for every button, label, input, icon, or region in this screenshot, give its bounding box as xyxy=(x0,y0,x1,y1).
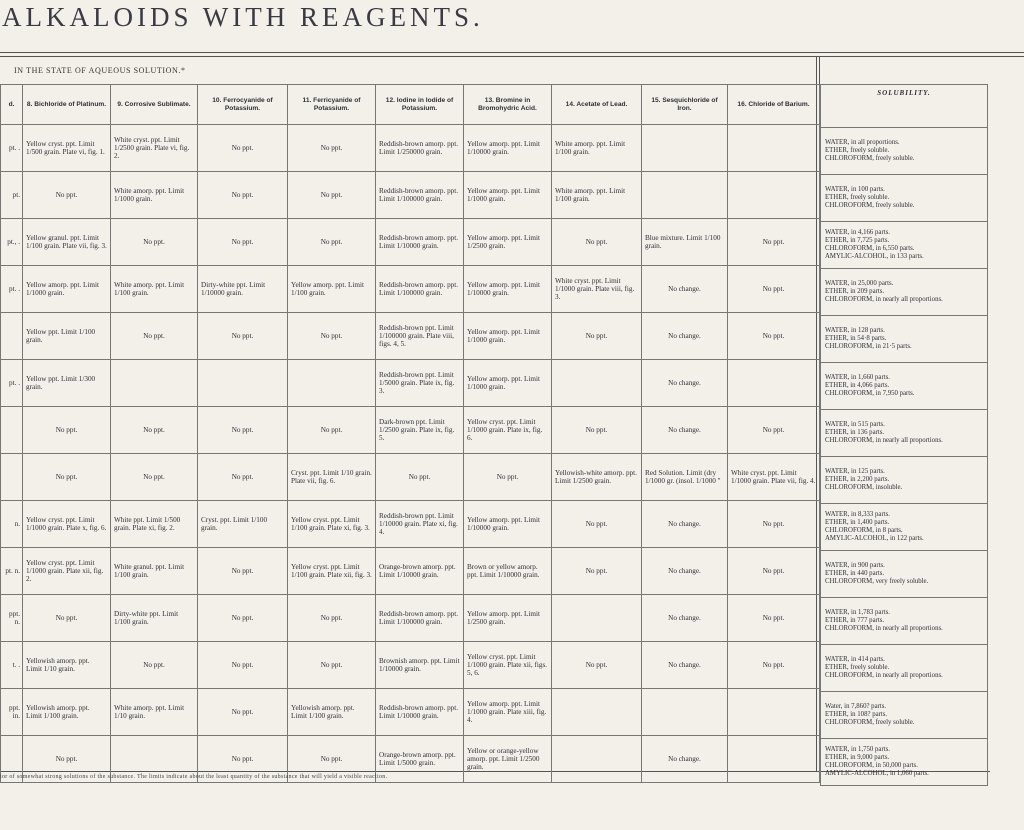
row-stub: pt., . xyxy=(1,219,23,266)
solubility-cell xyxy=(821,175,988,222)
solubility-line: WATER, in all proportions. xyxy=(825,139,900,146)
solubility-line: CHLOROFORM, in 50,000 parts. xyxy=(825,762,918,769)
table-cell: Brownish amorp. ppt. Limit 1/10000 grain. xyxy=(376,642,464,689)
table-cell: No ppt. xyxy=(111,642,198,689)
table-cell: No change. xyxy=(642,313,728,360)
table-cell: Yellowish-white amorp. ppt. Limit 1/2500 grain. xyxy=(552,454,642,501)
table-cell: Yellow amorp. ppt. Limit 1/100 grain. xyxy=(288,266,376,313)
table-cell: White amorp. ppt. Limit 1/100 grain. xyxy=(552,125,642,172)
solubility-line: CHLOROFORM, in 6,550 parts. xyxy=(825,245,915,252)
table-cell: White ppt. Limit 1/500 grain. Plate xi, fig. 2. xyxy=(111,501,198,548)
solubility-line: Water, in 7,860? parts. xyxy=(825,703,887,710)
col-header-platinum: 8. Bichloride of Platinum. xyxy=(23,85,111,125)
table-cell: Yellowish amorp. ppt. Limit 1/10 grain. xyxy=(23,642,111,689)
top-rule xyxy=(0,52,1024,53)
table-cell: No ppt. xyxy=(552,501,642,548)
col-header-iodine: 12. Iodine in Iodide of Potassium. xyxy=(376,85,464,125)
solubility-line: WATER, in 1,660 parts. xyxy=(825,374,890,381)
table-cell xyxy=(552,689,642,736)
table-cell: No ppt. xyxy=(198,313,288,360)
table-cell: No ppt. xyxy=(198,172,288,219)
table-cell: No ppt. xyxy=(288,407,376,454)
solubility-line: AMYLIC-ALCOHOL, in 1,060 parts. xyxy=(825,770,929,777)
table-cell: Yellow amorp. ppt. Limit 1/1000 grain. xyxy=(464,360,552,407)
table-cell: White granul. ppt. Limit 1/100 grain. xyxy=(111,548,198,595)
table-cell: Yellow amorp. ppt. Limit 1/2500 grain. xyxy=(464,219,552,266)
solubility-cell xyxy=(821,316,988,363)
table-cell: Yellow amorp. ppt. Limit 1/1000 grain. Plate xiii, fig. 4. xyxy=(464,689,552,736)
solubility-line: ETHER, in 209 parts. xyxy=(825,288,885,295)
solubility-row xyxy=(821,645,988,692)
table-cell: No ppt. xyxy=(198,219,288,266)
table-cell: No ppt. xyxy=(464,454,552,501)
solubility-row xyxy=(821,222,988,269)
table-cell: Orange-brown amorp. ppt. Limit 1/5000 grain. xyxy=(376,736,464,783)
row-stub: t. . xyxy=(1,642,23,689)
solubility-line: CHLOROFORM, in nearly all proportions. xyxy=(825,437,943,444)
row-stub: pt. . xyxy=(1,125,23,172)
table-cell xyxy=(111,360,198,407)
table-cell: Yellow amorp. ppt. Limit 1/10000 grain. xyxy=(464,501,552,548)
col-header-lead-acetate: 14. Acetate of Lead. xyxy=(552,85,642,125)
solubility-line: WATER, in 1,750 parts. xyxy=(825,746,890,753)
table-cell: No ppt. xyxy=(198,548,288,595)
table-cell: No ppt. xyxy=(288,595,376,642)
solubility-line: CHLOROFORM, very freely soluble. xyxy=(825,578,929,585)
table-row xyxy=(1,642,820,689)
table-cell: Reddish-brown amorp. ppt. Limit 1/250000 grain. xyxy=(376,125,464,172)
solubility-cell xyxy=(821,269,988,316)
table-cell: Yellow ppt. Limit 1/100 grain. xyxy=(23,313,111,360)
table-cell: No ppt. xyxy=(198,454,288,501)
table-cell: No ppt. xyxy=(728,313,820,360)
col-header-barium: 16. Chloride of Barium. xyxy=(728,85,820,125)
solubility-row xyxy=(821,128,988,175)
solubility-row xyxy=(821,363,988,410)
table-cell: Reddish-brown ppt. Limit 1/10000 grain. Plate xi, fig. 4. xyxy=(376,501,464,548)
solubility-line: WATER, in 900 parts. xyxy=(825,562,885,569)
table-cell: White amorp. ppt. Limit 1/10 grain. xyxy=(111,689,198,736)
solubility-row xyxy=(821,175,988,222)
row-stub: ppt. n. xyxy=(1,595,23,642)
table-row xyxy=(1,454,820,501)
table-cell: White cryst. ppt. Limit 1/1000 grain. Plate viii, fig. 3. xyxy=(552,266,642,313)
solubility-line: ETHER, in 1,400 parts. xyxy=(825,519,890,526)
solubility-line: ETHER, in 9,000 parts. xyxy=(825,754,890,761)
table-cell: No ppt. xyxy=(111,454,198,501)
solubility-line: CHLOROFORM, freely soluble. xyxy=(825,719,915,726)
table-cell: No ppt. xyxy=(23,595,111,642)
table-cell: No ppt. xyxy=(728,595,820,642)
col-header-sublimate: 9. Corrosive Sublimate. xyxy=(111,85,198,125)
row-stub: pt. xyxy=(1,172,23,219)
table-cell: No ppt. xyxy=(288,172,376,219)
table-cell: Cryst. ppt. Limit 1/100 grain. xyxy=(198,501,288,548)
solubility-cell xyxy=(821,739,988,786)
table-cell: No ppt. xyxy=(23,172,111,219)
solubility-line: CHLOROFORM, in 7,950 parts. xyxy=(825,390,915,397)
solubility-line: ETHER, in 7,725 parts. xyxy=(825,237,890,244)
table-row xyxy=(1,266,820,313)
table-cell: Yellow amorp. ppt. Limit 1/1000 grain. xyxy=(464,313,552,360)
solubility-line: CHLOROFORM, in nearly all proportions. xyxy=(825,296,943,303)
solubility-line: WATER, in 515 parts. xyxy=(825,421,885,428)
table-cell xyxy=(728,172,820,219)
solubility-line: ETHER, freely soluble. xyxy=(825,664,890,671)
col-header-ferrocyanide: 10. Ferrocyanide of Potassium. xyxy=(198,85,288,125)
solubility-line: ETHER, in 108? parts. xyxy=(825,711,888,718)
top-rule-inner xyxy=(0,56,1024,57)
table-cell: Yellow amorp. ppt. Limit 1/2500 grain. xyxy=(464,595,552,642)
table-cell: Dirty-white ppt. Limit 1/10000 grain. xyxy=(198,266,288,313)
row-stub: pt. n. xyxy=(1,548,23,595)
table-cell xyxy=(642,689,728,736)
col-header-stub: d. xyxy=(1,85,23,125)
table-row xyxy=(1,172,820,219)
table-cell: White cryst. ppt. Limit 1/2500 grain. Plate vi, fig. 2. xyxy=(111,125,198,172)
solubility-line: WATER, in 25,000 parts. xyxy=(825,280,894,287)
solubility-cell xyxy=(821,222,988,269)
table-cell: Yellow amorp. ppt. Limit 1/10000 grain. xyxy=(464,125,552,172)
table-cell: Cryst. ppt. Limit 1/10 grain. Plate vii, fig. 6. xyxy=(288,454,376,501)
table-cell: Yellow amorp. ppt. Limit 1/10000 grain. xyxy=(464,266,552,313)
table-cell: Yellow cryst. ppt. Limit 1/100 grain. Plate xi, fig. 3. xyxy=(288,501,376,548)
table-cell: No ppt. xyxy=(376,454,464,501)
solubility-line: CHLOROFORM, insoluble. xyxy=(825,484,903,491)
table-cell: No ppt. xyxy=(23,736,111,783)
table-cell: No ppt. xyxy=(728,642,820,689)
solubility-cell xyxy=(821,551,988,598)
table-cell: No change. xyxy=(642,736,728,783)
solubility-cell xyxy=(821,504,988,551)
solubility-cell xyxy=(821,598,988,645)
row-stub: n. xyxy=(1,501,23,548)
solubility-line: WATER, in 100 parts. xyxy=(825,186,885,193)
table-row xyxy=(1,313,820,360)
solubility-line: ETHER, in 136 parts. xyxy=(825,429,885,436)
solubility-line: WATER, in 414 parts. xyxy=(825,656,885,663)
table-cell: Yellow amorp. ppt. Limit 1/1000 grain. xyxy=(23,266,111,313)
row-stub: ppt. in. xyxy=(1,689,23,736)
solubility-row xyxy=(821,410,988,457)
solubility-row xyxy=(821,457,988,504)
table-cell: No ppt. xyxy=(198,736,288,783)
table-cell: Yellowish amorp. ppt. Limit 1/100 grain. xyxy=(23,689,111,736)
table-cell: White amorp. ppt. Limit 1/100 grain. xyxy=(552,172,642,219)
table-cell: No ppt. xyxy=(111,407,198,454)
solubility-line: CHLOROFORM, in 21·5 parts. xyxy=(825,343,912,350)
table-cell: Red Solution. Limit (dry 1/1000 gr. (insol. 1/1000 " xyxy=(642,454,728,501)
table-row xyxy=(1,360,820,407)
solubility-line: WATER, in 8,333 parts. xyxy=(825,511,890,518)
table-cell: No ppt. xyxy=(728,548,820,595)
table-cell: No ppt. xyxy=(111,313,198,360)
table-cell: No ppt. xyxy=(198,689,288,736)
table-cell: Yellow granul. ppt. Limit 1/100 grain. Plate vii, fig. 3. xyxy=(23,219,111,266)
table-cell: Orange-brown amorp. ppt. Limit 1/10000 grain. xyxy=(376,548,464,595)
solubility-line: ETHER, freely soluble. xyxy=(825,194,890,201)
table-cell: No ppt. xyxy=(728,266,820,313)
table-cell xyxy=(728,360,820,407)
table-cell: No ppt. xyxy=(728,407,820,454)
solubility-line: AMYLIC-ALCOHOL, in 122 parts. xyxy=(825,535,924,542)
solubility-cell xyxy=(821,363,988,410)
table-cell: No change. xyxy=(642,360,728,407)
table-cell: No change. xyxy=(642,266,728,313)
row-stub: pt. . xyxy=(1,266,23,313)
col-header-iron: 15. Sesquichloride of Iron. xyxy=(642,85,728,125)
col-header-bromine: 13. Bromine in Bromohydric Acid. xyxy=(464,85,552,125)
table-row xyxy=(1,501,820,548)
table-cell xyxy=(288,360,376,407)
row-stub xyxy=(1,407,23,454)
solubility-line: CHLOROFORM, in 8 parts. xyxy=(825,527,903,534)
table-cell xyxy=(642,125,728,172)
table-cell: Reddish-brown ppt. Limit 1/100000 grain. Plate viii, figs. 4, 5. xyxy=(376,313,464,360)
table-cell: No ppt. xyxy=(198,642,288,689)
table-cell xyxy=(728,689,820,736)
table-row xyxy=(1,407,820,454)
solubility-line: ETHER, in 777 parts. xyxy=(825,617,885,624)
header-row xyxy=(1,85,820,125)
solubility-row xyxy=(821,504,988,551)
table-cell xyxy=(552,736,642,783)
table-cell: Yellow cryst. ppt. Limit 1/1000 grain. Plate xii, figs. 5, 6. xyxy=(464,642,552,689)
solubility-line: AMYLIC-ALCOHOL, in 133 parts. xyxy=(825,253,924,260)
table-cell: White amorp. ppt. Limit 1/1000 grain. xyxy=(111,172,198,219)
table-cell: Yellow cryst. ppt. Limit 1/1000 grain. Plate xii, fig. 2. xyxy=(23,548,111,595)
table-row xyxy=(1,595,820,642)
table-cell: No ppt. xyxy=(552,219,642,266)
solubility-line: ETHER, in 4,066 parts. xyxy=(825,382,890,389)
solubility-row xyxy=(821,269,988,316)
table-cell: Reddish-brown amorp. ppt. Limit 1/10000 grain. xyxy=(376,689,464,736)
table-cell: No ppt. xyxy=(552,642,642,689)
solubility-cell xyxy=(821,645,988,692)
table-cell: No ppt. xyxy=(288,125,376,172)
table-cell: No ppt. xyxy=(23,407,111,454)
table-cell: Dirty-white ppt. Limit 1/100 grain. xyxy=(111,595,198,642)
solubility-cell xyxy=(821,410,988,457)
solubility-line: ETHER, in 2,200 parts. xyxy=(825,476,890,483)
table-cell: No ppt. xyxy=(198,407,288,454)
table-cell: No ppt. xyxy=(552,313,642,360)
table-cell: No ppt. xyxy=(552,548,642,595)
reagent-table xyxy=(0,84,820,783)
solubility-line: CHLOROFORM, freely soluble. xyxy=(825,155,915,162)
solubility-header: SOLUBILITY. xyxy=(821,85,988,128)
row-stub: pt. . xyxy=(1,360,23,407)
table-cell: Yellowish amorp. ppt. Limit 1/100 grain. xyxy=(288,689,376,736)
table-cell: Reddish-brown amorp. ppt. Limit 1/100000 grain. xyxy=(376,266,464,313)
solubility-line: ETHER, in 440 parts. xyxy=(825,570,885,577)
solubility-row xyxy=(821,316,988,363)
table-cell xyxy=(642,172,728,219)
table-cell: Yellow ppt. Limit 1/300 grain. xyxy=(23,360,111,407)
table-cell: No change. xyxy=(642,501,728,548)
footnote: ior of somewhat strong solutions of the substance. The limits indicate about the least quantity of the substance that will yield a visible reaction. xyxy=(0,774,388,780)
row-stub xyxy=(1,454,23,501)
solubility-line: WATER, in 1,783 parts. xyxy=(825,609,890,616)
table-cell: No change. xyxy=(642,407,728,454)
table-cell: Yellow cryst. ppt. Limit 1/500 grain. Plate vi, fig. 1. xyxy=(23,125,111,172)
solubility-line: WATER, in 128 parts. xyxy=(825,327,885,334)
solubility-row xyxy=(821,739,988,786)
table-cell: No ppt. xyxy=(23,454,111,501)
solubility-line: WATER, in 125 parts. xyxy=(825,468,885,475)
table-cell xyxy=(728,125,820,172)
table-cell: No change. xyxy=(642,548,728,595)
col-header-ferricyanide: 11. Ferricyanide of Potassium. xyxy=(288,85,376,125)
table-cell xyxy=(552,360,642,407)
solubility-line: CHLOROFORM, freely soluble. xyxy=(825,202,915,209)
solubility-line: CHLOROFORM, in nearly all proportions. xyxy=(825,625,943,632)
table-cell: No ppt. xyxy=(728,219,820,266)
solubility-cell xyxy=(821,692,988,739)
solubility-line: ETHER, freely soluble. xyxy=(825,147,890,154)
table-cell: No ppt. xyxy=(552,407,642,454)
table-cell: Reddish-brown ppt. Limit 1/5000 grain. Plate ix, fig. 3. xyxy=(376,360,464,407)
table-cell: No ppt. xyxy=(728,501,820,548)
table-cell: Reddish-brown amorp. ppt. Limit 1/100000 grain. xyxy=(376,172,464,219)
table-cell: No ppt. xyxy=(288,736,376,783)
table-row xyxy=(1,689,820,736)
table-cell: White cryst. ppt. Limit 1/1000 grain. Plate vii, fig. 4. xyxy=(728,454,820,501)
solubility-cell xyxy=(821,457,988,504)
table-cell: No ppt. xyxy=(198,125,288,172)
table-cell xyxy=(552,595,642,642)
solubility-line: ETHER, in 54·8 parts. xyxy=(825,335,887,342)
table-cell: No change. xyxy=(642,642,728,689)
table-cell: No ppt. xyxy=(288,642,376,689)
solubility-row xyxy=(821,598,988,645)
table-row xyxy=(1,548,820,595)
table-cell xyxy=(198,360,288,407)
table-cell: Brown or yellow amorp. ppt. Limit 1/10000 grain. xyxy=(464,548,552,595)
table-subtitle: IN THE STATE OF AQUEOUS SOLUTION.* xyxy=(14,66,186,75)
table-cell: No ppt. xyxy=(111,219,198,266)
table-cell: Reddish-brown amorp. ppt. Limit 1/100000 grain. xyxy=(376,595,464,642)
table-cell: Dark-brown ppt. Limit 1/2500 grain. Plate ix, fig. 5. xyxy=(376,407,464,454)
table-cell: Blue mixture. Limit 1/100 grain. xyxy=(642,219,728,266)
row-stub xyxy=(1,313,23,360)
table-cell: Yellow cryst. ppt. Limit 1/1000 grain. Plate x, fig. 6. xyxy=(23,501,111,548)
table-cell: White amorp. ppt. Limit 1/100 grain. xyxy=(111,266,198,313)
table-cell: Yellow cryst. ppt. Limit 1/100 grain. Plate xii, fig. 3. xyxy=(288,548,376,595)
table-row xyxy=(1,219,820,266)
solubility-cell xyxy=(821,128,988,175)
table-cell: Yellow cryst. ppt. Limit 1/1000 grain. Plate ix, fig. 6. xyxy=(464,407,552,454)
table-cell: Reddish-brown amorp. ppt. Limit 1/10000 grain. xyxy=(376,219,464,266)
table-cell: Yellow amorp. ppt. Limit 1/1000 grain. xyxy=(464,172,552,219)
solubility-row xyxy=(821,551,988,598)
solubility-line: WATER, in 4,166 parts. xyxy=(825,229,890,236)
table-cell: No change. xyxy=(642,595,728,642)
table-row xyxy=(1,125,820,172)
solubility-table xyxy=(820,84,988,786)
table-cell xyxy=(728,736,820,783)
solubility-line: CHLOROFORM, in nearly all proportions. xyxy=(825,672,943,679)
table-cell: No ppt. xyxy=(288,219,376,266)
table-cell: No ppt. xyxy=(288,313,376,360)
table-cell: No ppt. xyxy=(198,595,288,642)
page-title: ALKALOIDS WITH REAGENTS. xyxy=(2,2,484,32)
table-cell: Yellow or orange-yellow amorp. ppt. Limit 1/2500 grain. xyxy=(464,736,552,783)
solubility-row xyxy=(821,692,988,739)
